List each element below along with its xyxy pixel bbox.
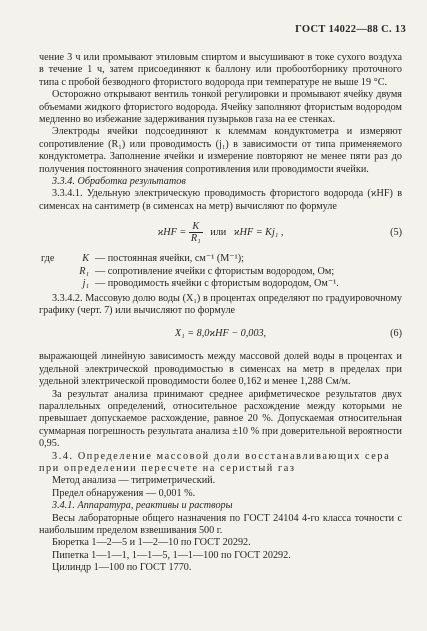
paragraph-electrodes: Электроды ячейки подсоединяют к клеммам кондуктометра и измеряют сопротивление (R₁) или проводимость (j₁) в зависимости от типа применяемого кондуктометра. Заполнение ячейки и измерение повторяют не менее пяти раз до получения постоянного значения сопротивления или проводимости ячейки. — [39, 126, 402, 175]
definition-text: — сопротивление ячейки с фтористым водородом, Ом; — [95, 265, 335, 277]
definition-symbol: K — [82, 253, 89, 265]
paragraph-rinsing: Осторожно открывают вентиль тонкой регулировки и промывают ячейку двумя объемами жидкого фтористого водорода. Ячейку заполняют фтористым водородом медленно во избежание задерживания пузырьков газа на ее стенках. — [39, 89, 402, 126]
formula-5-numerator: K — [189, 221, 203, 233]
list-item: Цилиндр 1—100 по ГОСТ 1770. — [52, 562, 192, 574]
formula-5-fraction — [189, 221, 203, 244]
detection-limit-line: Предел обнаружения — 0,001 %. — [52, 487, 196, 499]
method-line: Метод анализа — титриметрический. — [52, 475, 216, 487]
formula-5 — [39, 219, 402, 247]
formula-6-number: (6) — [390, 328, 402, 340]
formula-5-number: (5) — [390, 227, 402, 239]
paragraph-3-3-4-2: 3.3.4.2. Массовую долю воды (X₁) в процентах определяют по градуировочному графику (черт. 7) или вычисляют по формуле — [39, 292, 402, 316]
definition-row — [39, 278, 402, 290]
equipment-list — [39, 537, 402, 574]
page-body — [39, 52, 402, 575]
formula-5-lhs: ϰHF = — [157, 227, 187, 239]
section-heading-3-3-4: 3.3.4. Обработка результатов — [52, 176, 186, 188]
definition-symbol: R₁ — [79, 265, 89, 277]
definition-symbol: j₁ — [82, 278, 89, 290]
paragraph-3-3-4-1: 3.3.4.1. Удельную электрическую проводимость фтористого водорода (ϰHF) в сименсах на сантиметр (в сименсах на метр) вычисляют по формуле — [39, 188, 402, 212]
definition-row — [39, 266, 402, 278]
where-label: где — [41, 253, 55, 265]
list-item: Пипетка 1—1—1, 1—1—5, 1—1—100 по ГОСТ 20292. — [52, 549, 291, 561]
paragraph-linear-dependence: выражающей линейную зависимость между массовой долей воды в процентах и удельной электрической проводимостью в сименсах на метр в пределах при удельной электрической проводимости более 0,162 и менее 1,288 См/м. — [39, 351, 402, 388]
definitions-list — [39, 253, 402, 290]
paragraph-scales: Весы лабораторные общего назначения по ГОСТ 24104 4-го класса точности с наибольшим пределом взвешивания 500 г. — [39, 512, 402, 536]
list-item: Бюретка 1—2—5 и 1—2—10 по ГОСТ 20292. — [52, 537, 251, 549]
definition-text: — проводимость ячейки с фтористым водородом, Ом⁻¹. — [95, 278, 339, 290]
definition-row — [39, 253, 402, 265]
section-heading-3-4-1: 3.4.1. Аппаратура, реактивы и растворы — [52, 500, 233, 512]
formula-5-denominator: R₁ — [190, 233, 201, 245]
page-header: ГОСТ 14022—88 С. 13 — [295, 24, 406, 35]
section-heading-3-4: 3.4. Определение массовой доли восстанавливающих сера при определении пересчете на серистый газ — [39, 450, 391, 474]
definition-text: — постоянная ячейки, см⁻¹ (М⁻¹); — [95, 253, 244, 265]
formula-5-or: или — [210, 227, 227, 239]
formula-6-expression: X₁ = 8,0ϰHF − 0,003, — [174, 328, 267, 340]
paragraph-cleaning: чение 3 ч или промывают этиловым спиртом и высушивают в токе сухого воздуха в течение 1 ч, затем присоединяют к баллону или пробоотборнику проточного типа с пробой безводного фтористого водорода при температуре не выше 19 °C. — [39, 52, 402, 88]
paragraph-result: За результат анализа принимают среднее арифметическое результатов двух параллельных определений, относительное расхождение между которыми не превышает допускаемое расхождение, равное 20 %. Допускаемая относительная суммарная погрешность результата анализа ±10 % при доверительной вероятности 0,95. — [39, 388, 402, 450]
formula-6 — [39, 323, 402, 345]
formula-5-rhs: ϰHF = Kj₁ , — [233, 227, 284, 239]
